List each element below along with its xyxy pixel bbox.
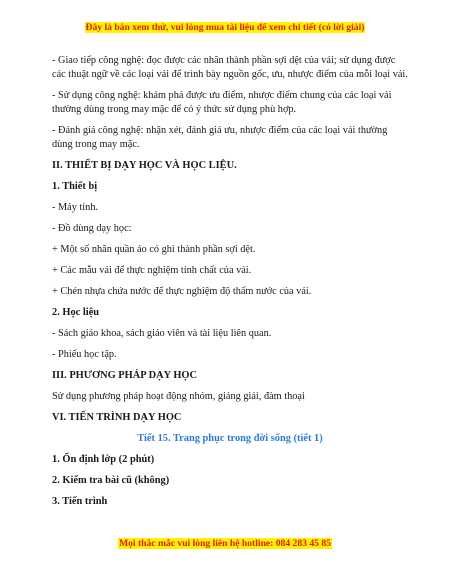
subheading-thiet-bi: 1. Thiết bị bbox=[52, 181, 98, 192]
hotline-banner bbox=[0, 538, 450, 549]
step-kiem-tra-bai-cu: 2. Kiểm tra bài cũ (không) bbox=[52, 475, 170, 486]
paragraph-danh-gia: - Đánh giá công nghệ: nhận xét, đánh giá ưu, nhược điểm của các loại vải thường dùng trong may mặc. bbox=[52, 125, 388, 150]
list-item-chen-nhua: + Chén nhựa chứa nước để thực nghiệm độ thấm nước của vải. bbox=[52, 286, 312, 297]
list-item-do-dung: - Đồ dùng dạy học: bbox=[52, 223, 132, 234]
document-body bbox=[52, 54, 408, 509]
list-item-nhan-quan-ao: + Một số nhãn quần áo có ghi thành phần sợi dệt. bbox=[52, 244, 256, 255]
list-item-phieu: - Phiếu học tập. bbox=[52, 349, 117, 360]
paragraph-phuong-phap: Sử dụng phương pháp hoạt động nhóm, giảng giải, đàm thoại bbox=[52, 391, 305, 402]
hotline-text: Mọi thắc mắc vui lòng liên hệ hotline: 084 283 45 85 bbox=[119, 538, 331, 549]
step-on-dinh-lop: 1. Ổn định lớp (2 phút) bbox=[52, 454, 155, 465]
lesson-title: Tiết 15. Trang phục trong đời sống (tiết 1) bbox=[137, 433, 323, 444]
section-heading-methods: III. PHƯƠNG PHÁP DẠY HỌC bbox=[52, 370, 197, 381]
list-item-mau-vai: + Các mẫu vải để thực nghiệm tính chất của vải. bbox=[52, 265, 252, 276]
subheading-hoc-lieu: 2. Học liệu bbox=[52, 307, 100, 318]
section-heading-equipment: II. THIẾT BỊ DẠY HỌC VÀ HỌC LIỆU. bbox=[52, 160, 237, 171]
preview-notice-banner bbox=[0, 22, 450, 33]
list-item-sach: - Sách giáo khoa, sách giáo viên và tài liệu liên quan. bbox=[52, 328, 272, 339]
list-item-may-tinh: - Máy tính. bbox=[52, 202, 99, 213]
step-tien-trinh: 3. Tiến trình bbox=[52, 496, 108, 507]
paragraph-su-dung: - Sử dụng công nghệ: khám phá được ưu điểm, nhược điểm chung của các loại vải thường dùng trong may mặc để có ý thức sử dụng phù hợp. bbox=[52, 90, 392, 115]
preview-notice-text: Đây là bản xem thử, vui lòng mua tài liệu để xem chi tiết (có lời giải) bbox=[85, 22, 365, 33]
section-heading-process: VI. TIẾN TRÌNH DẠY HỌC bbox=[52, 412, 182, 423]
paragraph-giao-tiep: - Giao tiếp công nghệ: đọc được các nhãn thành phần sợi dệt của vải; sử dụng được các thuật ngữ về các loại vải để trình bày nguồn gốc, ưu, nhược điểm của mỗi loại vải. bbox=[52, 55, 408, 80]
